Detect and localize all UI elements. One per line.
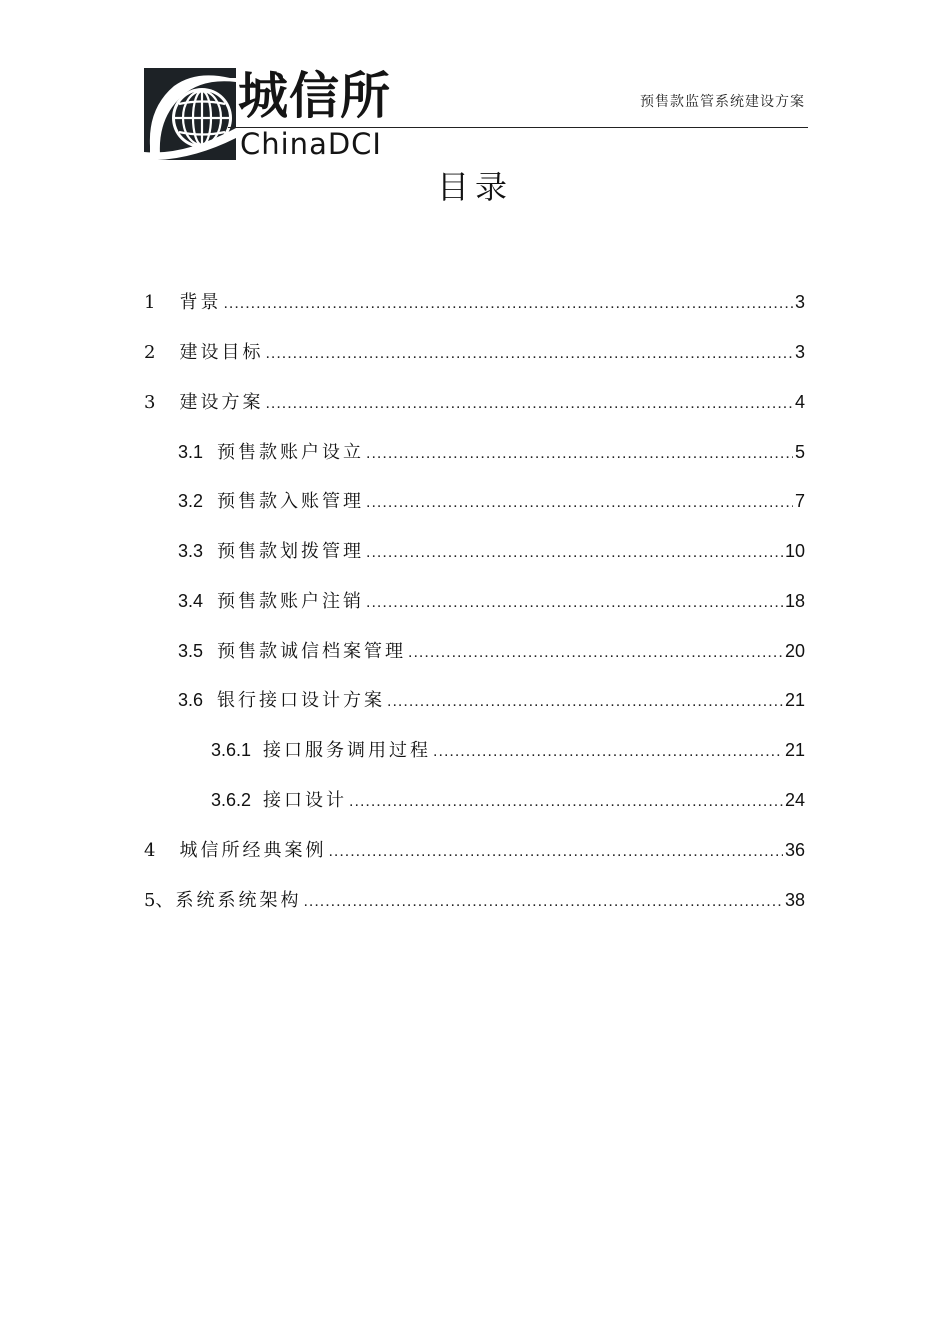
toc-entry-3-4[interactable] xyxy=(178,588,805,614)
toc-entry-3-6[interactable] xyxy=(178,687,805,713)
header-divider xyxy=(228,127,808,128)
toc-entry-3-1[interactable] xyxy=(178,439,805,465)
toc-leader-dots xyxy=(328,839,783,865)
toc-entry-page: 3 xyxy=(794,292,805,312)
toc-entry-page: 21 xyxy=(784,740,805,760)
toc-entry-page: 24 xyxy=(784,790,805,810)
toc-entry-text: 系统系统架构 xyxy=(175,890,302,911)
toc-entry-text: 建设目标 xyxy=(179,342,264,363)
toc-entry-page: 3 xyxy=(794,342,805,362)
toc-entry-page: 36 xyxy=(784,840,805,860)
toc-leader-dots xyxy=(366,490,793,516)
toc-entry-3-6-2[interactable] xyxy=(211,787,805,813)
toc-entry-number: 3.6.2 xyxy=(211,790,252,810)
toc-entry-1[interactable] xyxy=(144,289,805,315)
toc-entry-number: 2 xyxy=(144,342,156,363)
toc-entry-text: 预售款账户注销 xyxy=(217,591,365,612)
toc-leader-dots xyxy=(366,441,793,467)
toc-entry-4[interactable] xyxy=(144,837,805,863)
toc-entry-number: 5、 xyxy=(144,890,174,911)
toc-entry-number: 3.1 xyxy=(178,442,204,462)
toc-leader-dots xyxy=(433,739,783,765)
toc-leader-dots xyxy=(408,640,783,666)
toc-entry-number: 3.4 xyxy=(178,591,204,611)
toc-entry-page: 7 xyxy=(794,491,805,511)
toc-entry-3-6-1[interactable] xyxy=(211,737,805,763)
chinadci-logo xyxy=(144,67,391,162)
toc-entry-text: 接口设计 xyxy=(263,790,348,811)
toc-entry-3-3[interactable] xyxy=(178,538,805,564)
toc-entry-text: 城信所经典案例 xyxy=(179,840,327,861)
toc-entry-text: 接口服务调用过程 xyxy=(263,740,432,761)
toc-leader-dots xyxy=(265,341,793,367)
toc-leader-dots xyxy=(349,789,783,815)
toc-entry-page: 4 xyxy=(794,392,805,412)
toc-leader-dots xyxy=(303,889,783,915)
toc-entry-3-5[interactable] xyxy=(178,638,805,664)
globe-logo-icon xyxy=(144,68,236,160)
toc-leader-dots xyxy=(366,540,783,566)
toc-entry-page: 38 xyxy=(784,890,805,910)
toc-entry-text: 背景 xyxy=(179,292,222,313)
toc-entry-text: 预售款账户设立 xyxy=(217,442,365,463)
toc-entry-number: 3 xyxy=(144,392,156,413)
logo-chinese-name: 城信所 xyxy=(238,67,391,125)
toc-entry-page: 10 xyxy=(784,541,805,561)
toc-title: 目录 xyxy=(436,168,513,206)
toc-leader-dots xyxy=(265,391,793,417)
toc-entry-number: 3.6 xyxy=(178,690,204,710)
toc-entry-text: 建设方案 xyxy=(179,392,264,413)
toc-entry-3-2[interactable] xyxy=(178,488,805,514)
toc-leader-dots xyxy=(223,291,793,317)
toc-entry-3[interactable] xyxy=(144,389,805,415)
toc-entry-number: 3.3 xyxy=(178,541,204,561)
toc-entry-page: 5 xyxy=(794,442,805,462)
toc-leader-dots xyxy=(387,689,783,715)
toc-entry-number: 3.6.1 xyxy=(211,740,252,760)
toc-leader-dots xyxy=(366,590,783,616)
toc-entry-number: 3.5 xyxy=(178,641,204,661)
toc-entry-text: 预售款入账管理 xyxy=(217,491,365,512)
toc-entry-5[interactable] xyxy=(144,887,805,913)
toc-entry-number: 3.2 xyxy=(178,491,204,511)
toc-entry-number: 4 xyxy=(144,840,156,861)
toc-entry-page: 21 xyxy=(784,690,805,710)
toc-entry-text: 预售款诚信档案管理 xyxy=(217,641,407,662)
header-document-title: 预售款监管系统建设方案 xyxy=(640,94,805,110)
toc-entry-page: 18 xyxy=(784,591,805,611)
toc-entry-text: 银行接口设计方案 xyxy=(217,690,386,711)
logo-english-name: ChinaDCI xyxy=(240,127,382,161)
toc-entry-number: 1 xyxy=(144,292,156,313)
toc-entry-page: 20 xyxy=(784,641,805,661)
toc-entry-2[interactable] xyxy=(144,339,805,365)
toc-entry-text: 预售款划拨管理 xyxy=(217,541,365,562)
